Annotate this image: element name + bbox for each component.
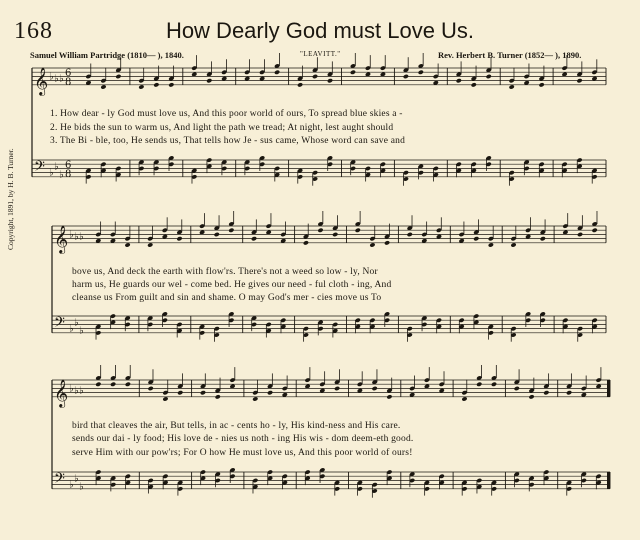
note-head (355, 228, 361, 233)
note-head (332, 232, 338, 237)
flat-sign-icon: ♭ (69, 323, 74, 335)
note-head (215, 394, 221, 399)
treble-clef-icon: 𝄞 (54, 378, 69, 407)
lyric-line: sends our dai - ly food; His love de - nies us noth - ing His wis - dom deem-eth good. (72, 434, 414, 444)
lyric-line: 3. The Bi - ble, too, He sends us, That tells how Je - sus came, Whose word can save and (50, 136, 406, 146)
bass-clef-icon: 𝄢 (34, 158, 45, 179)
time-signature-bottom: 8 (65, 168, 72, 180)
note-head (592, 228, 598, 233)
note-head (200, 390, 206, 395)
flat-sign-icon: ♭ (79, 325, 84, 337)
note-head (486, 74, 492, 79)
note-head (251, 236, 257, 241)
note-head (539, 82, 545, 87)
flat-sign-icon: ♭ (49, 167, 54, 179)
note-head (297, 82, 303, 87)
note-head (115, 74, 121, 79)
flat-sign-icon: ♭ (79, 481, 84, 493)
note-head (228, 228, 234, 233)
flat-sign-icon: ♭ (74, 231, 79, 243)
lyric-line: cleanse us From guilt and sin and shame. O may God's mer - cies move us To (72, 293, 382, 303)
note-head (577, 232, 583, 237)
note-head (125, 382, 131, 387)
note-head (514, 386, 520, 391)
note-head (372, 386, 378, 391)
note-head (566, 390, 572, 395)
time-signature-top: 6 (65, 159, 72, 171)
flat-sign-icon: ♭ (69, 229, 74, 241)
final-barline (607, 380, 610, 397)
note-head (168, 82, 174, 87)
copyright-notice: Copyright, 1891, by H. B. Turner. (6, 148, 15, 250)
hymn-number: 168 (14, 18, 53, 44)
lyric-line: 2. He bids the sun to warm us, And light the path we tread; At night, lest aught should (50, 123, 394, 133)
bass-clef-icon: 𝄢 (54, 470, 65, 491)
lyric-line: 1. How dear - ly God must love us, And this poor world of ours, To spread blue skies a - (50, 109, 403, 119)
note-head (528, 394, 534, 399)
note-head (491, 382, 497, 387)
treble-clef-icon: 𝄞 (54, 224, 69, 253)
note-head (334, 386, 340, 391)
flat-sign-icon: ♭ (74, 473, 79, 485)
flat-sign-icon: ♭ (74, 385, 79, 397)
lyric-line: serve Him with our pow'rs; For O how He must love us, And this poor world of ours! (72, 448, 413, 458)
note-head (418, 70, 424, 75)
flat-sign-icon: ♭ (74, 317, 79, 329)
time-signature-bottom: 8 (65, 76, 72, 88)
treble-clef-icon: 𝄞 (34, 66, 49, 95)
note-head (576, 78, 582, 83)
note-head (407, 232, 413, 237)
flat-sign-icon: ♭ (79, 231, 84, 243)
flat-sign-icon: ♭ (54, 161, 59, 173)
note-head (110, 382, 116, 387)
note-head (327, 78, 333, 83)
note-head (312, 74, 318, 79)
flat-sign-icon: ♭ (54, 73, 59, 85)
note-head (386, 394, 392, 399)
note-head (456, 78, 462, 83)
flat-sign-icon: ♭ (49, 71, 54, 83)
flat-sign-icon: ♭ (59, 73, 64, 85)
note-head (540, 236, 546, 241)
note-head (476, 382, 482, 387)
lyric-line: bird that cleaves the air, But tells, in ac - cents ho - ly, His kind-ness and His care. (72, 421, 401, 431)
tune-name: "LEAVITT." (300, 50, 341, 58)
note-head (176, 236, 182, 241)
note-head (471, 82, 477, 87)
note-head (384, 240, 390, 245)
lyric-line: bove us, And deck the earth with flow'rs. There's not a weed so low - ly, Nor (72, 267, 378, 277)
note-head (267, 390, 273, 395)
note-head (95, 382, 101, 387)
note-head (403, 74, 409, 79)
note-head (350, 70, 356, 75)
note-head (543, 390, 549, 395)
flat-sign-icon: ♭ (69, 479, 74, 491)
bass-clef-icon: 𝄢 (54, 314, 65, 335)
flat-sign-icon: ♭ (59, 169, 64, 181)
time-signature-top: 6 (65, 67, 72, 79)
note-head (317, 228, 323, 233)
hymn-title: How Dearly God must Love Us. (165, 18, 475, 43)
author-credit: Rev. Herbert B. Turner (1852— ), 1890. (438, 50, 582, 60)
composer-credit: Samuel William Partridge (1810— ), 1840. (30, 50, 184, 60)
note-head (177, 390, 183, 395)
final-barline (607, 472, 610, 489)
note-head (206, 78, 212, 83)
note-head (214, 232, 220, 237)
lyric-line: harm us, He guards our wel - come bed. He gives our need - ful cloth - ing, And (72, 280, 392, 290)
flat-sign-icon: ♭ (69, 383, 74, 395)
note-head (274, 70, 280, 75)
note-head (473, 236, 479, 241)
flat-sign-icon: ♭ (79, 385, 84, 397)
note-head (303, 240, 309, 245)
note-head (148, 386, 154, 391)
note-head (153, 82, 159, 87)
